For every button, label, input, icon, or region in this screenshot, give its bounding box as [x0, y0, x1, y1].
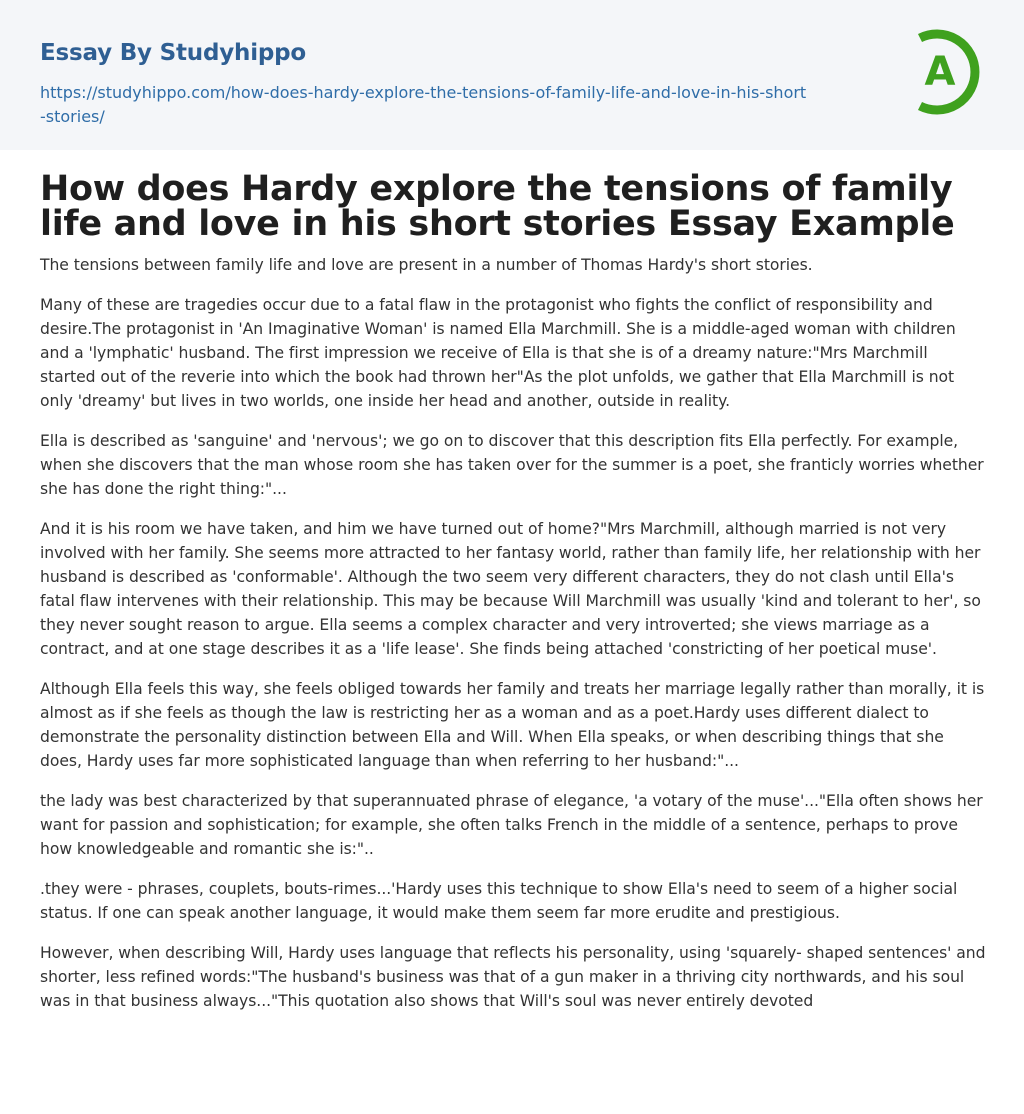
essay-paragraph: The tensions between family life and love are present in a number of Thomas Hardy's short stories.: [40, 256, 813, 274]
essay-paragraph: And it is his room we have taken, and him we have turned out of home?"Mrs Marchmill, although married is not very involved with her family. She seems more attracted to her fantasy world, rather than family life, her relationship with her husband is described as 'conformable'. Although the two seem very different characters, they do not clash until Ella's fatal flaw intervenes with their relationship. This may be because Will Marchmill was usually 'kind and tolerant to her', so they never sought reason to argue. Ella seems a complex character and very introverted; she views marriage as a contract, and at one stage describes it as a 'life lease'. She finds being attached 'constricting of her poetical muse'.: [40, 520, 981, 658]
essay-paragraph: .they were - phrases, couplets, bouts-rimes...'Hardy uses this technique to show Ella's need to seem of a higher social status. If one can speak another language, it would make them seem far more erudite and prestigious.: [40, 880, 958, 922]
essay-paragraph: Although Ella feels this way, she feels obliged towards her family and treats her marriage legally rather than morally, it is almost as if she feels as though the law is restricting her as a woman and as a poet.Hardy uses different dialect to demonstrate the personality distinction between Ella and Will. When Ella speaks, or when describing things that she does, Hardy uses far more sophisticated language than when referring to her husband:"...: [40, 680, 985, 770]
essay-paragraph: However, when describing Will, Hardy uses language that reflects his personality, using 'squarely- shaped sentences' and shorter, less refined words:"The husband's business was that of a gun maker in a thriving city northwards, and his soul was in that business always..."This quotation also shows that Will's soul was never entirely devoted: [40, 944, 986, 1010]
site-brand[interactable]: Essay By Studyhippo: [40, 40, 307, 66]
essay-paragraph: Many of these are tragedies occur due to a fatal flaw in the protagonist who fights the conflict of responsibility and desire.The protagonist in 'An Imaginative Woman' is named Ella Marchmill. She is a middle-aged woman with children and a 'lymphatic' husband. The first impression we receive of Ella is that she is of a dreamy nature:"Mrs Marchmill started out of the reverie into which the book had thrown her"As the plot unfolds, we gather that Ella Marchmill is not only 'dreamy' but lives in two worlds, one inside her head and another, outside in reality.: [40, 296, 956, 410]
essay-title: How does Hardy explore the tensions of family life and love in his short stories Essay Example: [40, 169, 955, 244]
essay-paragraph: the lady was best characterized by that superannuated phrase of elegance, 'a votary of the muse'..."Ella often shows her want for passion and sophistication; for example, she often talks French in the middle of a sentence, perhaps to prove how knowledgeable and romantic she is:"..: [40, 792, 983, 858]
site-header: [0, 0, 1024, 150]
essay-url-link[interactable]: https://studyhippo.com/how-does-hardy-explore-the-tensions-of-family-life-and-love-in-his-short-stories/: [40, 83, 807, 126]
essay-content: [40, 169, 986, 1029]
essay-paragraph: Ella is described as 'sanguine' and 'nervous'; we go on to discover that this description fits Ella perfectly. For example, when she discovers that the man whose room she has taken over for the summer is a poet, she franticly worries whether she has done the right thing:"...: [40, 432, 984, 498]
logo-letter: A: [924, 49, 956, 95]
studyhippo-logo-icon[interactable]: [906, 26, 990, 118]
